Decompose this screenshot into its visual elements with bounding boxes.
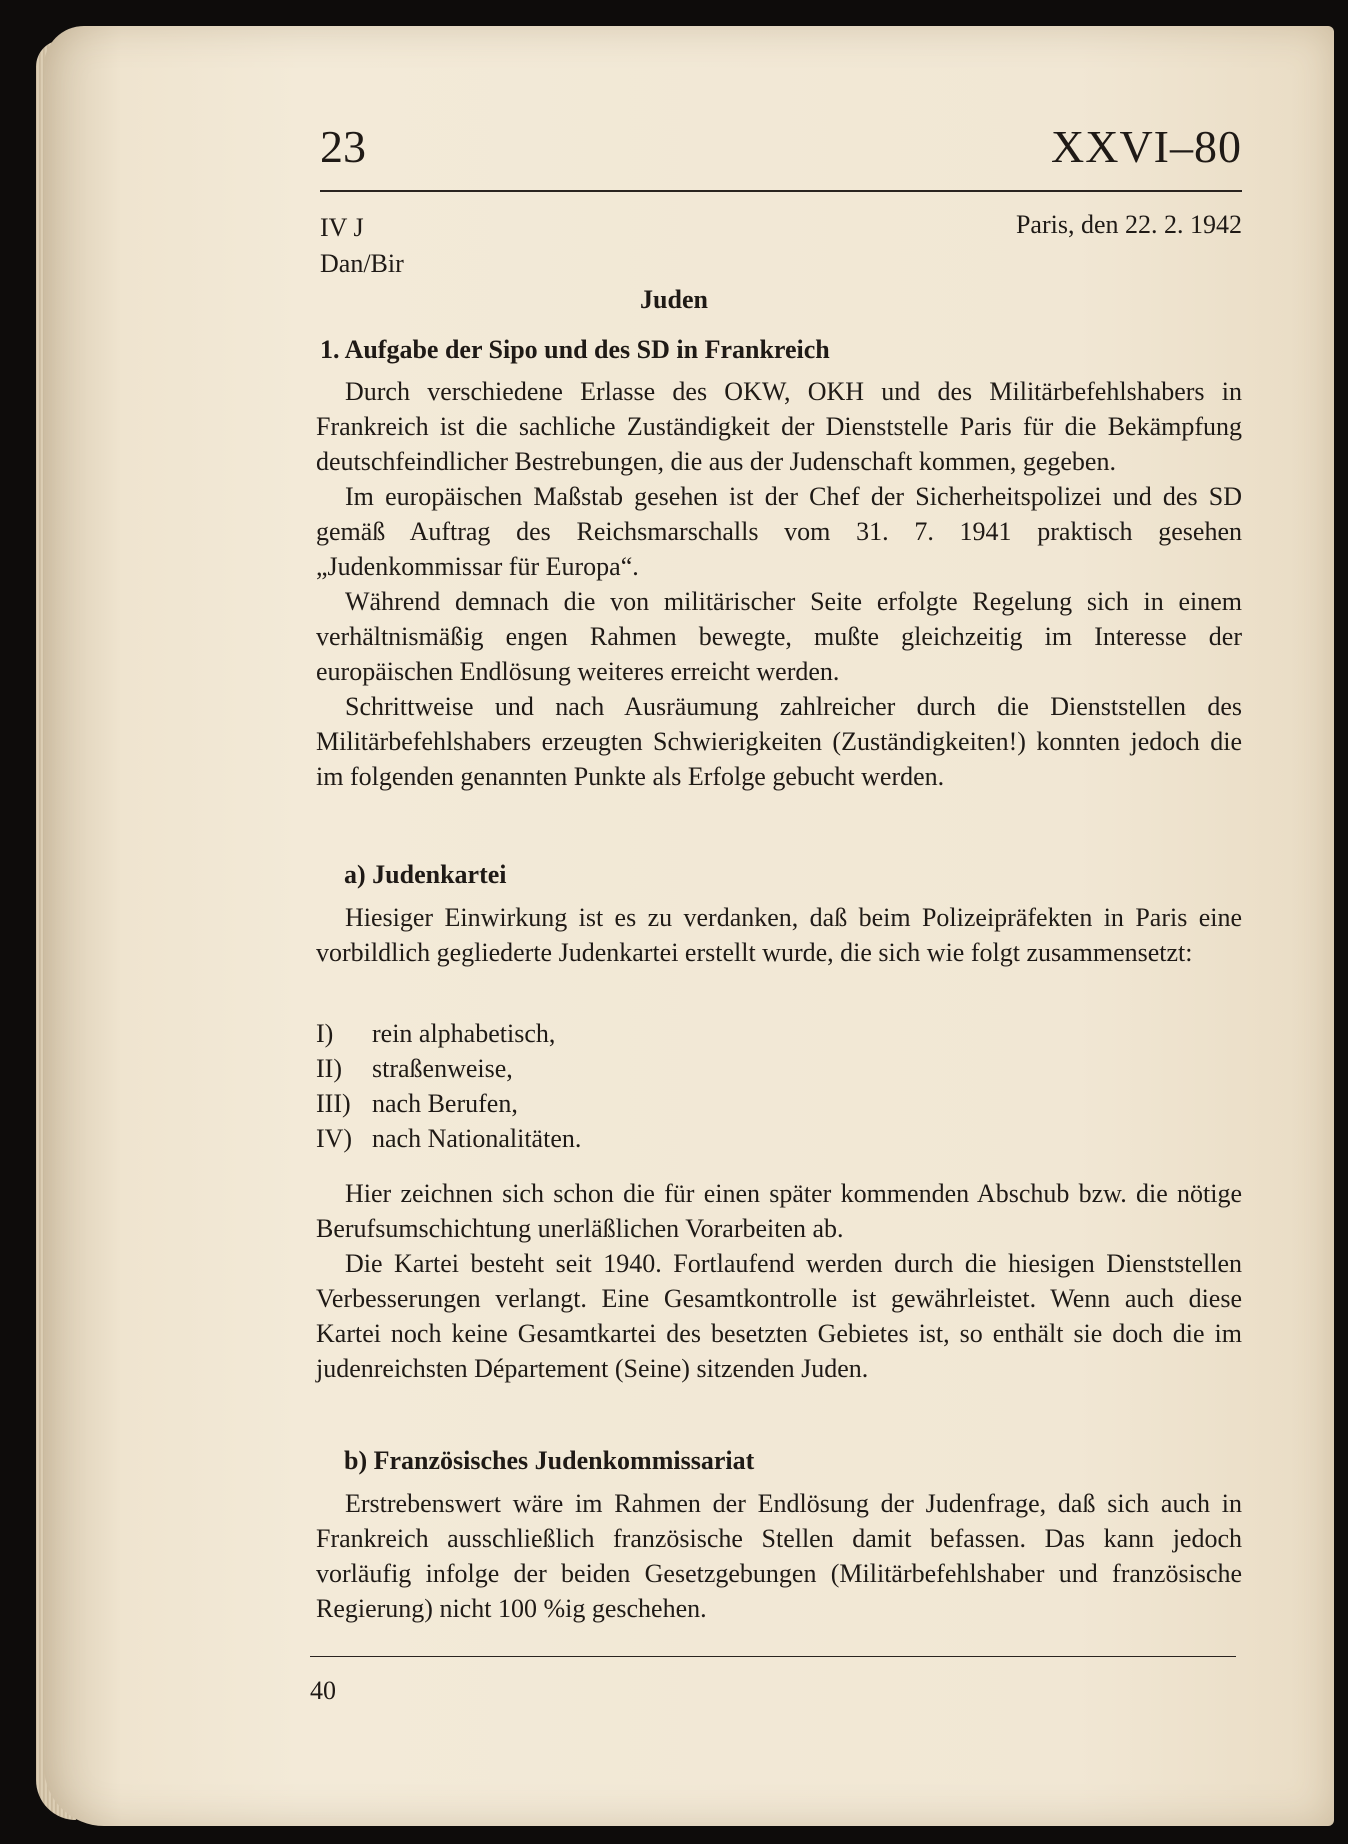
- section-a-heading: a) Judenkartei: [344, 860, 507, 889]
- paragraph: Im europäischen Maßstab gesehen ist der Chef der Sicherheitspolizei und des SD gemäß Auftrag des Reichsmarschalls vom 31. 7. 1941 praktisch gesehen „Judenkommissar für Europa“.: [316, 482, 1242, 581]
- paragraph: Während demnach die von militärischer Seite erfolgte Regelung sich in einem verhältnismäßig engen Rahmen bewegte, mußte gleichzeitig im Interesse der europäischen Endlösung weiteres erreicht werden.: [316, 587, 1242, 686]
- section-b-body: [316, 1486, 1242, 1626]
- reference-line-1: IV J: [320, 213, 364, 242]
- list-text: straßenweise,: [372, 1054, 513, 1083]
- reference-line-2: Dan/Bir: [320, 249, 404, 278]
- list-label: III): [316, 1089, 351, 1118]
- header-page-number: 23: [320, 121, 366, 172]
- document-id: XXVI–80: [1051, 121, 1242, 172]
- list-text: rein alphabetisch,: [372, 1019, 556, 1048]
- document-title: Juden: [640, 285, 708, 314]
- list-item: [316, 1016, 581, 1051]
- list-item: [316, 1121, 581, 1156]
- paragraph: Die Kartei besteht seit 1940. Fortlaufend werden durch die hiesigen Dienststellen Verbesserungen verlangt. Eine Gesamtkontrolle ist gewährleistet. Wenn auch diese Kartei noch keine Gesamtkartei des besetzten Gebietes ist, so enthält sie doch die im judenreichsten Département (Seine) sitzenden Juden.: [316, 1249, 1242, 1383]
- list-label: I): [316, 1019, 334, 1048]
- list-item: [316, 1051, 581, 1086]
- list-item: [316, 1086, 581, 1121]
- reference-block: [320, 210, 404, 282]
- document-date: Paris, den 22. 2. 1942: [1015, 210, 1242, 239]
- card-index-list: [316, 1016, 581, 1156]
- paragraph: Durch verschiedene Erlasse des OKW, OKH und des Militärbefehlshabers in Frankreich ist die sachliche Zuständigkeit der Dienststelle Paris für die Bekämpfung deutschfeindlicher Bestrebungen, die aus der Judenschaft kommen, gegeben.: [316, 377, 1242, 476]
- list-text: nach Berufen,: [372, 1089, 518, 1118]
- section-a-intro: [316, 900, 1242, 970]
- section-a-body: [316, 1176, 1242, 1386]
- paragraph: Schrittweise und nach Ausräumung zahlreicher durch die Dienststellen des Militärbefehlshabers erzeugten Schwierigkeiten (Zuständigkeiten!) konnten jedoch die im folgenden genannten Punkte als Erfolge gebucht werden.: [316, 692, 1242, 791]
- paragraph: Hier zeichnen sich schon die für einen später kommenden Abschub bzw. die nötige Berufsumschichtung unerläßlichen Vorarbeiten ab.: [316, 1179, 1242, 1243]
- list-label: IV): [316, 1124, 353, 1153]
- list-text: nach Nationalitäten.: [372, 1124, 582, 1153]
- footer-page-number: 40: [310, 1676, 336, 1705]
- footer-rule: [310, 1656, 1236, 1657]
- section-1-body: [316, 374, 1242, 794]
- section-1-heading: 1. Aufgabe der Sipo und des SD in Frankreich: [320, 335, 830, 364]
- list-label: II): [316, 1054, 342, 1083]
- paragraph: Hiesiger Einwirkung ist es zu verdanken, daß beim Polizeipräfekten in Paris eine vorbildlich gegliederte Judenkartei erstellt wurde, die sich wie folgt zusammensetzt:: [316, 903, 1242, 967]
- header-rule: [320, 190, 1242, 192]
- paragraph: Erstrebenswert wäre im Rahmen der Endlösung der Judenfrage, daß sich auch in Frankreich ausschließlich französische Stellen damit befassen. Das kann jedoch vorläufig infolge der beiden Gesetzgebungen (Militärbefehlshaber und französische Regierung) nicht 100 %ig geschehen.: [316, 1489, 1242, 1623]
- page-header: [320, 120, 1242, 180]
- section-b-heading: b) Französisches Judenkommissariat: [344, 1446, 755, 1475]
